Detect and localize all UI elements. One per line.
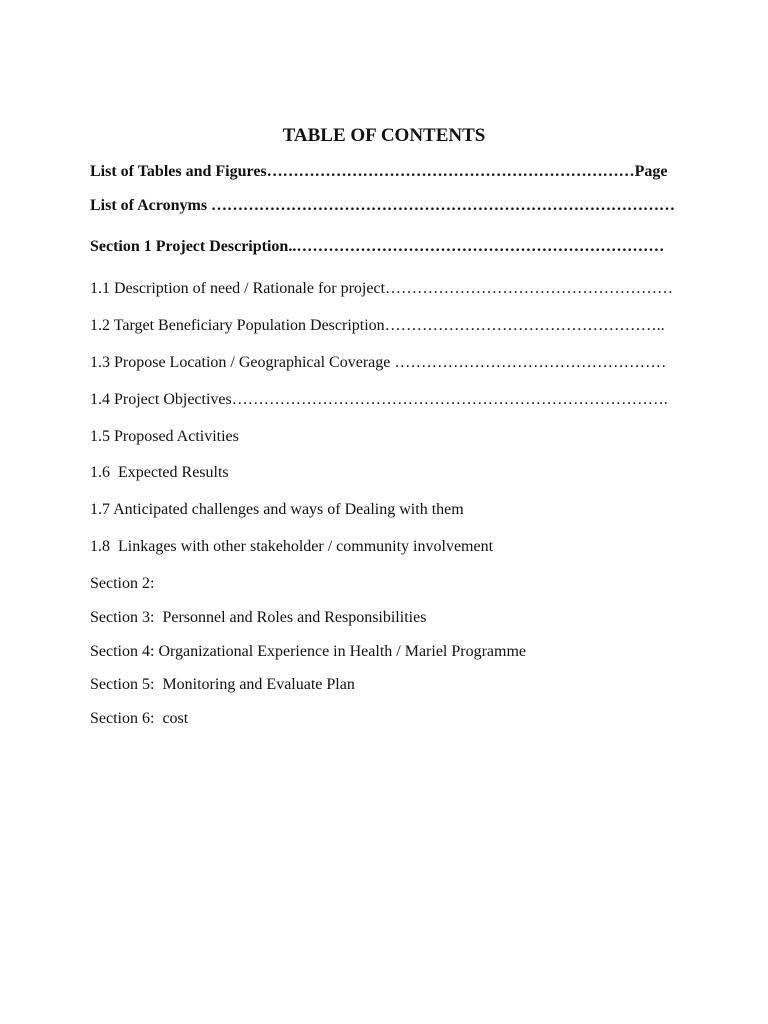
toc-entry-1-5: 1.5 Proposed Activities (90, 428, 239, 445)
toc-entry-section-5: Section 5: Monitoring and Evaluate Plan (90, 676, 355, 693)
toc-entry-1-3: 1.3 Propose Location / Geographical Coverage …………………………………………… (90, 354, 667, 371)
toc-entry-1-1: 1.1 Description of need / Rationale for project……………………………………………… (90, 280, 674, 297)
toc-entry-list-of-tables: List of Tables and Figures……………………………………………………………Page (90, 163, 668, 180)
toc-entry-section-6: Section 6: cost (90, 710, 189, 727)
toc-entry-1-4: 1.4 Project Objectives………………………………………………………………………. (90, 391, 668, 408)
toc-entry-section-2: Section 2: (90, 575, 155, 592)
toc-entry-section-1: Section 1 Project Description..…………………………………………………………… (90, 238, 665, 255)
toc-entry-1-8: 1.8 Linkages with other stakeholder / community involvement (90, 538, 494, 555)
document-title: TABLE OF CONTENTS (282, 125, 486, 146)
toc-entry-1-7: 1.7 Anticipated challenges and ways of Dealing with them (90, 501, 464, 518)
toc-entry-list-of-acronyms: List of Acronyms …………………………………………………………………………… (90, 197, 676, 214)
toc-entry-section-4: Section 4: Organizational Experience in Health / Mariel Programme (90, 643, 527, 660)
toc-entry-section-3: Section 3: Personnel and Roles and Responsibilities (90, 609, 427, 626)
toc-entry-1-6: 1.6 Expected Results (90, 464, 229, 481)
toc-entry-1-2: 1.2 Target Beneficiary Population Description…………………………………………….. (90, 317, 665, 334)
